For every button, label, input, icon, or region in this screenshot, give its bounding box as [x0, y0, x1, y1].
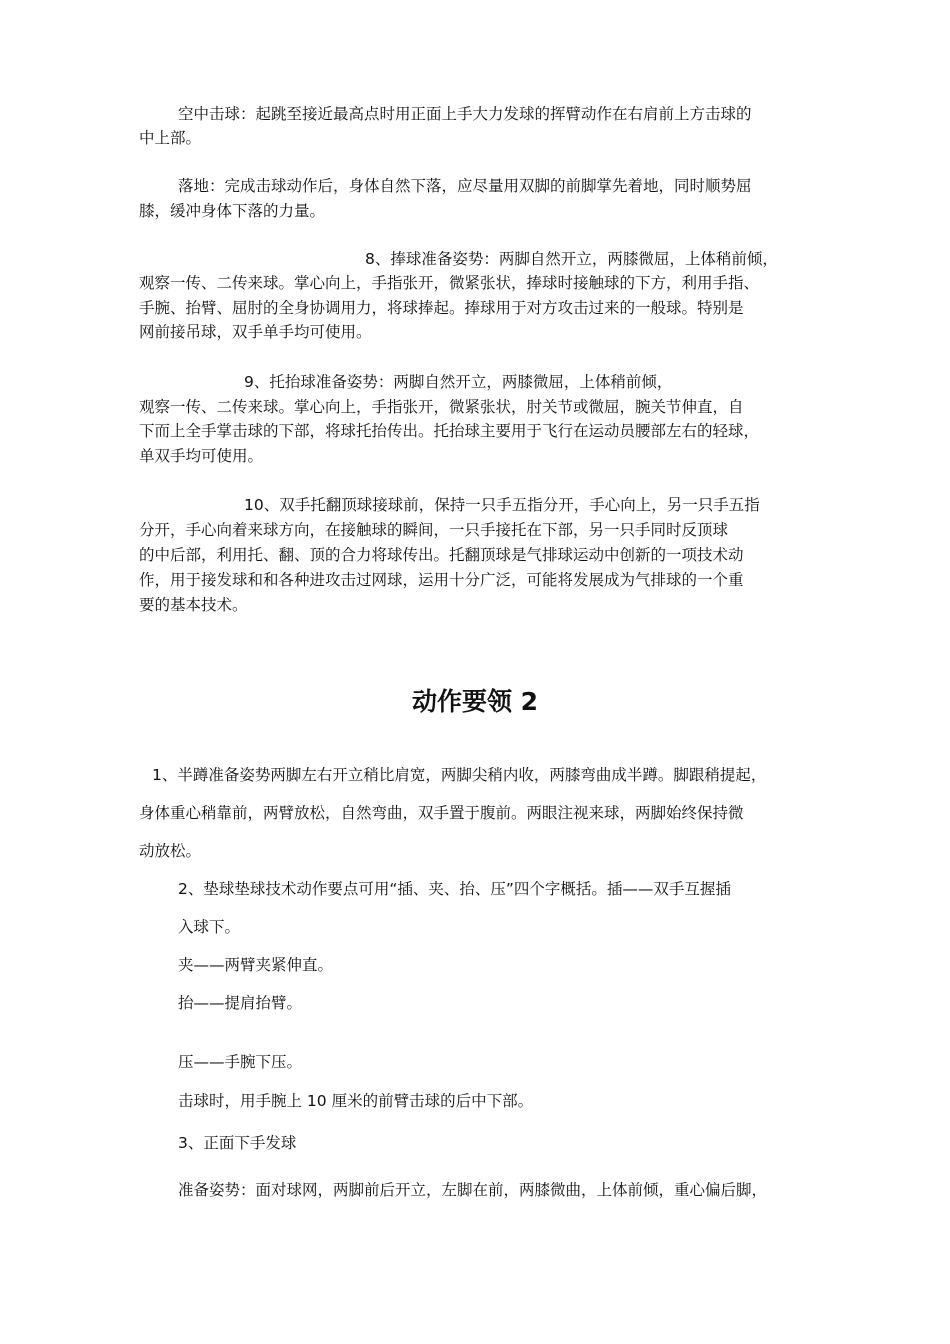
section-title: 动作要领 2: [411, 687, 539, 716]
paragraph-squat-line-1: 1、半蹲准备姿势两脚左右开立稍比肩宽，两脚尖稍内收，两膝弯曲成半蹲。脚跟稍提起，: [152, 766, 767, 784]
paragraph-landing-line-1: 落地：完成击球动作后，身体自然下落，应尽量用双脚的前脚掌先着地，同时顺势屈: [178, 177, 752, 195]
paragraph-lift-line-3: 下而上全手掌击球的下部，将球托抬传出。托抬球主要用于飞行在运动员腰部左右的轻球，: [139, 422, 760, 440]
paragraph-scoop-line-2: 观察一传、二传来球。掌心向上，手指张开，微紧张状，捧球时接触球的下方，利用手指、: [139, 274, 760, 292]
paragraph-squat-line-2: 身体重心稍靠前，两臂放松，自然弯曲，双手置于腹前。两眼注视来球，两脚始终保持微: [139, 804, 744, 822]
paragraph-spike-line-2: 中上部。: [139, 129, 202, 147]
paragraph-serve-heading: 3、正面下手发球: [178, 1134, 297, 1152]
paragraph-lift-line-1: 9、托抬球准备姿势：两脚自然开立，两膝微屈，上体稍前倾，: [244, 373, 673, 391]
paragraph-lift-line-2: 观察一传、二传来球。掌心向上，手指张开，微紧张状，肘关节或微屈，腕关节伸直，自: [139, 398, 744, 416]
paragraph-scoop-line-1: 8、捧球准备姿势：两脚自然开立，两膝微屈，上体稍前倾，: [365, 250, 778, 268]
paragraph-hit: 击球时，用手腕上 10 厘米的前臂击球的后中下部。: [178, 1092, 534, 1110]
paragraph-scoop-line-4: 网前接吊球，双手单手均可使用。: [139, 323, 372, 341]
paragraph-flip-line-5: 要的基本技术。: [139, 596, 248, 614]
paragraph-clamp: 夹——两臂夹紧伸直。: [178, 956, 334, 974]
paragraph-scoop-line-3: 手腕、抬臂、屈肘的全身协调用力，将球捧起。捧球用于对方攻击过来的一般球。特别是: [139, 299, 744, 317]
paragraph-dig-line-2: 入球下。: [178, 918, 241, 936]
paragraph-flip-line-2: 分开，手心向着来球方向，在接触球的瞬间，一只手接托在下部，另一只手同时反顶球: [139, 521, 729, 539]
paragraph-flip-line-1: 10、双手托翻顶球接球前，保持一只手五指分开，手心向上，另一只手五指: [244, 496, 760, 514]
paragraph-press: 压——手腕下压。: [178, 1053, 303, 1071]
paragraph-flip-line-4: 作，用于接发球和和各种进攻击过网球，运用十分广泛，可能将发展成为气排球的一个重: [139, 571, 744, 589]
paragraph-landing-line-2: 膝，缓冲身体下落的力量。: [139, 202, 326, 220]
paragraph-squat-line-3: 动放松。: [139, 842, 202, 860]
paragraph-lift-line-4: 单双手均可使用。: [139, 447, 264, 465]
paragraph-flip-line-3: 的中后部，利用托、翻、顶的合力将球传出。托翻顶球是气排球运动中创新的一项技术动: [139, 546, 744, 564]
paragraph-serve-ready: 准备姿势：面对球网，两脚前后开立，左脚在前，两膝微曲，上体前倾，重心偏后脚，: [178, 1181, 768, 1199]
paragraph-spike-line-1: 空中击球：起跳至接近最高点时用正面上手大力发球的挥臂动作在右肩前上方击球的: [178, 105, 752, 123]
paragraph-dig-line-1: 2、垫球垫球技术动作要点可用“插、夹、抬、压”四个字概括。插——双手互握插: [178, 880, 731, 898]
paragraph-lift-shoulder: 抬——提肩抬臂。: [178, 994, 303, 1012]
